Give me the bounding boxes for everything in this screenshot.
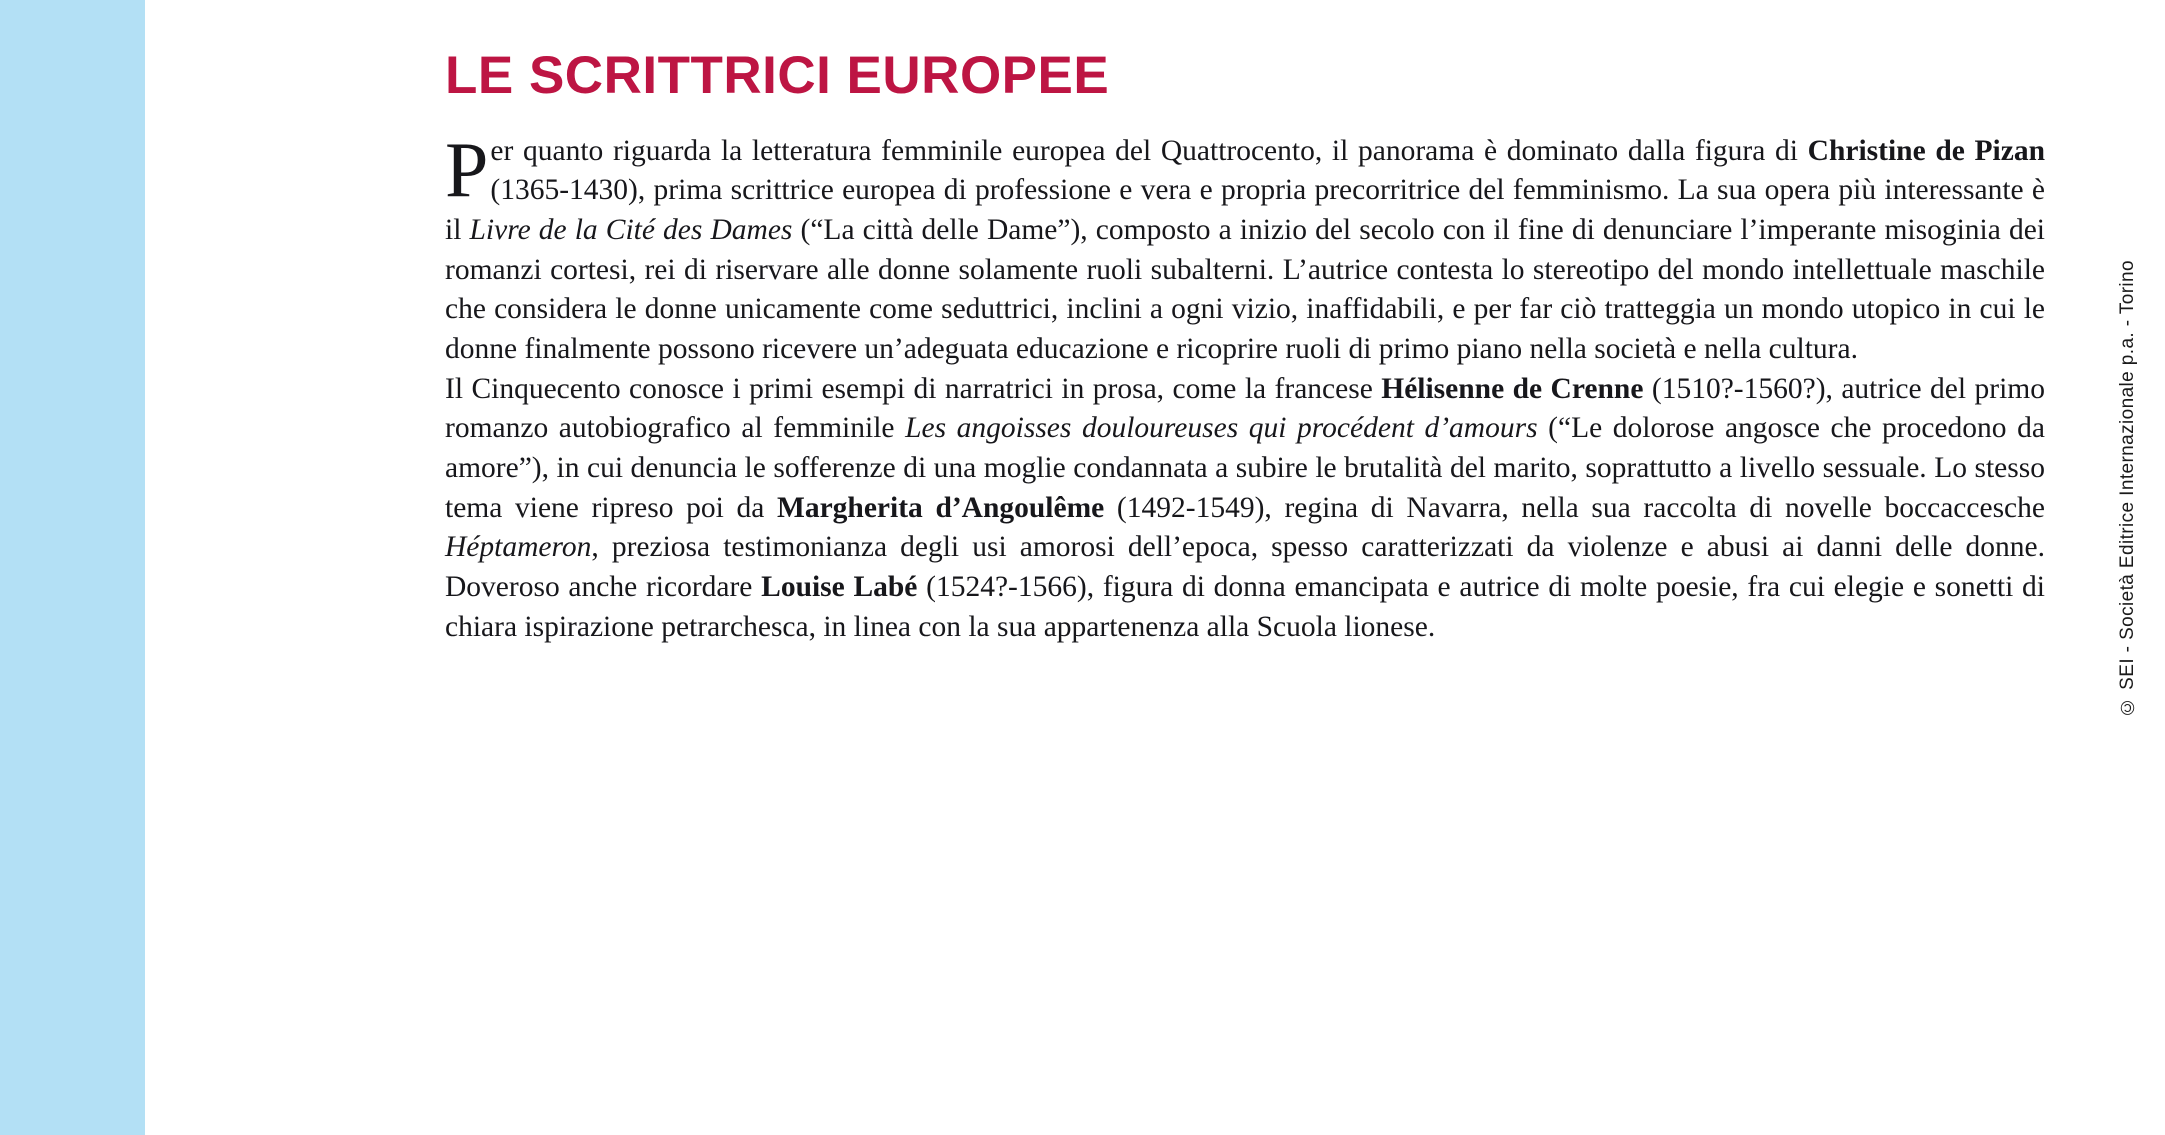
text-run: , preziosa testimonianza degli usi amorosi dell’epoca, spesso caratterizzati da violenze e abusi ai danni delle donne. Doveroso anche ricordare (445, 531, 2045, 604)
page-content (445, 0, 2165, 1135)
text-run-bold: Margherita d’Angoulême (776, 491, 1105, 524)
text-run: (1524?-1566), figura di donna emancipata e autrice di molte poesie, fra cui elegie e sonetti di chiara ispirazione petrarchesca, in linea con la sua appartenenza alla Scuola lionese. (445, 571, 2045, 643)
copyright-sidenote: © SEI - Società Editrice Internazionale p.a. - Torino (2117, 260, 2138, 717)
body-text (445, 125, 2045, 648)
page-margin (145, 0, 445, 1135)
decorative-left-band (0, 0, 145, 1135)
text-run: (1510?-1560?), autrice del primo romanzo autobiografico al femminile (445, 372, 2045, 445)
paragraph-1 (445, 125, 2045, 370)
text-run-italic: Livre de la Cité des Dames (469, 213, 793, 246)
text-run-bold: Louise Labé (761, 571, 918, 604)
text-run: er quanto riguarda la letteratura femminile europea del Quattrocento, il panorama è dominato dalla figura di (490, 134, 1808, 167)
text-run-bold: Hélisenne de Crenne (1381, 372, 1644, 405)
text-run: (1365-1430), prima scrittrice europea di professione e vera e propria precorritrice del femminismo. La sua opera più interessante è il (445, 174, 2045, 246)
paragraph-2 (445, 370, 2045, 648)
drop-cap: P (445, 125, 489, 213)
text-run: (“Le dolorose angosce che procedono da amore”), in cui denuncia le sofferenze di una moglie condannata a subire le brutalità del marito, soprattutto a livello sessuale. Lo stesso tema viene ripreso poi da (445, 412, 2045, 524)
text-run: (1492-1549), regina di Navarra, nella sua raccolta di novelle boccaccesche (1104, 491, 2045, 524)
text-run-bold: Christine de Pizan (1807, 134, 2045, 167)
text-run: Il Cinquecento conosce i primi esempi di narratrici in prosa, come la francese (445, 372, 1382, 405)
text-run-italic: Les angoisses douloureuses qui procédent d’amours (905, 412, 1538, 445)
text-run-italic: Héptameron (445, 531, 592, 564)
page-title: LE SCRITTRICI EUROPEE (445, 46, 1110, 105)
text-run: (“La città delle Dame”), composto a inizio del secolo con il fine di denunciare l’imperante misoginia dei romanzi cortesi, rei di riservare alle donne solamente ruoli subalterni. L’autrice contesta lo stereotipo del mondo intellettuale maschile che considera le donne unicamente come seduttrici, inclini a ogni vizio, inaffidabili, e per far ciò tratteggia un mondo utopico in cui le donne finalmente possono ricevere un’adeguata educazione e ricoprire ruoli di primo piano nella società e nella cultura. (445, 213, 2045, 365)
